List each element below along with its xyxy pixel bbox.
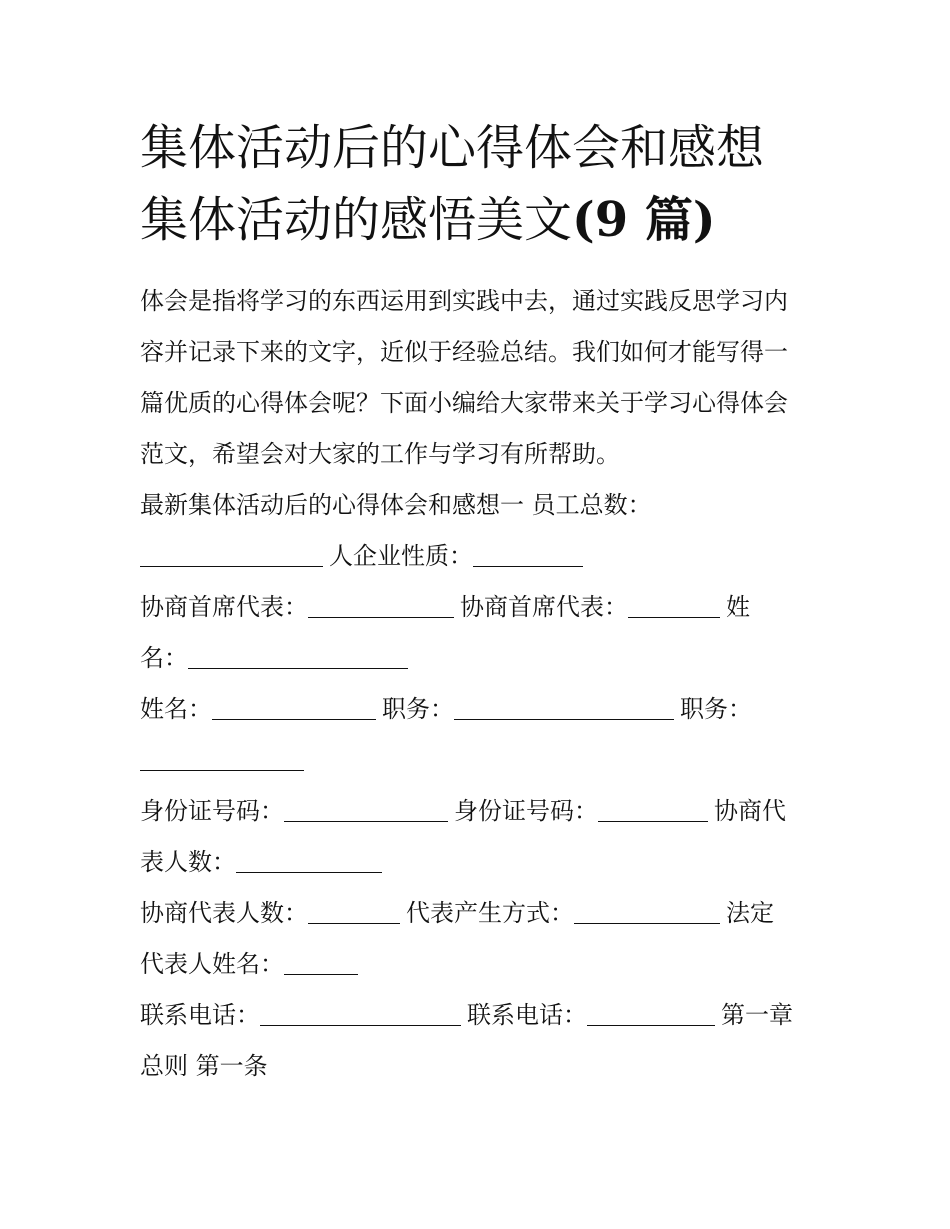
form-line-rep-method [140, 888, 820, 939]
rep-count-blank-b[interactable] [308, 899, 400, 924]
form-line-headcount [140, 531, 820, 582]
title-count: (9 篇) [572, 192, 716, 248]
intro-line-1: 体会是指将学习的东西运用到实践中去，通过实践反思学习内 [140, 287, 788, 315]
name-label-part1: 姓 [726, 593, 750, 621]
title-line-2-text: 集体活动的感悟美文 [140, 192, 573, 248]
chapter-label: 第一章 [721, 1001, 793, 1029]
chief-rep-blank-a[interactable] [308, 593, 454, 618]
form-line-rep-count [140, 837, 820, 888]
form-line-general: 总则 第一条 [140, 1052, 268, 1080]
form-line-ids [140, 786, 820, 837]
name-label-a: 姓名： [140, 695, 212, 723]
title-line-1: 集体活动后的心得体会和感想 [140, 120, 765, 176]
form-line-legal [140, 939, 820, 990]
phone-label-b: 联系电话： [467, 1001, 587, 1029]
intro-line-4: 范文，希望会对大家的工作与学习有所帮助。 [140, 440, 620, 468]
document-title [140, 112, 820, 256]
company-nature-blank[interactable] [473, 542, 583, 567]
legal-name-blank[interactable] [284, 950, 358, 975]
form-line-position-blank [140, 735, 820, 786]
phone-blank-b[interactable] [587, 1001, 715, 1026]
legal-label-part2: 代表人姓名： [140, 950, 284, 978]
people-unit-label: 人企业性质： [329, 542, 473, 570]
position-blank-b[interactable] [140, 746, 304, 771]
chief-rep-blank-b[interactable] [628, 593, 720, 618]
id-label-b: 身份证号码： [454, 797, 598, 825]
headcount-blank[interactable] [140, 542, 323, 567]
name-blank-a[interactable] [212, 695, 376, 720]
legal-label-part1: 法定 [726, 899, 774, 927]
rep-count-blank[interactable] [236, 848, 382, 873]
chief-rep-label-b: 协商首席代表： [460, 593, 628, 621]
form-line-name [140, 633, 820, 684]
phone-blank-a[interactable] [260, 1001, 461, 1026]
rep-method-blank[interactable] [574, 899, 720, 924]
id-label-a: 身份证号码： [140, 797, 284, 825]
rep-count-label-part2: 表人数： [140, 848, 236, 876]
form-line-chief-reps [140, 582, 820, 633]
name-blank[interactable] [188, 644, 408, 669]
id-blank-a[interactable] [284, 797, 448, 822]
title-line-2 [140, 184, 820, 256]
position-label-a: 职务： [382, 695, 454, 723]
intro-line-2: 容并记录下来的文字，近似于经验总结。我们如何才能写得一 [140, 338, 788, 366]
rep-method-label: 代表产生方式： [406, 899, 574, 927]
position-label-b: 职务： [680, 695, 752, 723]
rep-count-label-part1: 协商代 [714, 797, 786, 825]
intro-line-3: 篇优质的心得体会呢？下面小编给大家带来关于学习心得体会 [140, 389, 788, 417]
id-blank-b[interactable] [598, 797, 708, 822]
document-body [140, 276, 820, 1092]
name-label-part2: 名： [140, 644, 188, 672]
position-blank-a[interactable] [454, 695, 674, 720]
form-line-phones [140, 990, 820, 1041]
form-line-name-position [140, 684, 820, 735]
chief-rep-label-a: 协商首席代表： [140, 593, 308, 621]
phone-label-a: 联系电话： [140, 1001, 260, 1029]
rep-count-label-b: 协商代表人数： [140, 899, 308, 927]
section-heading: 最新集体活动后的心得体会和感想一 员工总数： [140, 491, 652, 519]
